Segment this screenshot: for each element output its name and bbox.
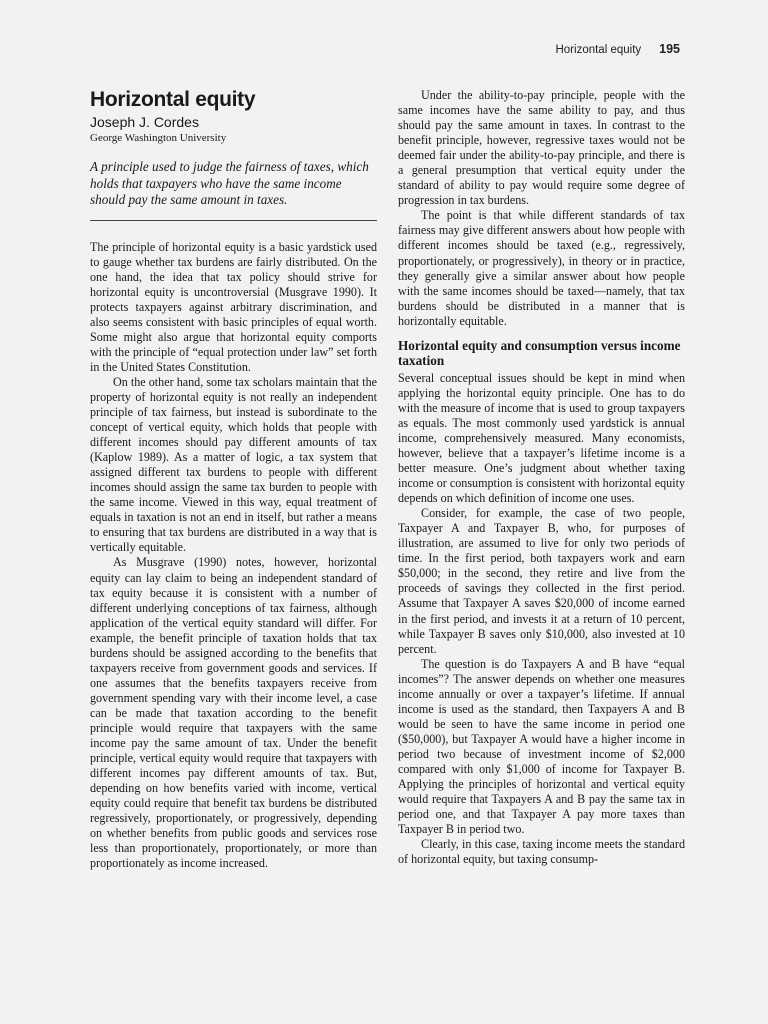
article-abstract: A principle used to judge the fairness of taxes, which holds that taxpayers who have the same income should pay the same amount in taxes. [90,159,377,221]
author-affiliation: George Washington University [90,132,227,144]
right-column [398,88,685,867]
paragraph: The principle of horizontal equity is a basic yardstick used to gauge whether tax burdens are fairly distributed. On the one hand, the idea that tax policy should strive for horizontal equity is uncontroversial (Musgrave 1990). It protects taxpayers against arbitrary discrimination, and also seems consistent with basic principles of equal worth. Some might also argue that horizontal equity comports with the principle of “equal protection under law” set forth in the United States Constitution. [90,239,377,374]
section-heading: Horizontal equity and consumption versus income taxation [398,337,681,369]
page-number: 195 [659,42,680,56]
paragraph: Several conceptual issues should be kept in mind when applying the horizontal equity principle. One has to do with the measure of income that is used to group taxpayers as equals. The most commonly used yardstick is annual income, comprehensively measured. Many economists, however, believe that a taxpayer’s lifetime income is a better measure. One’s judgment about whether taxing income or consumption is consistent with horizontal equity depends on which definition of income one uses. [398,370,685,506]
paragraph: The point is that while different standards of tax fairness may give different answers about how people with different incomes should be taxed (e.g., regressively, proportionately, or progressively), in theory or in practice, they generally give a similar answer about how people with the same incomes should be taxed—namely, that tax burdens should be distributed in a manner that is horizontally equitable. [398,208,685,328]
left-body [90,240,377,872]
paragraph: Under the ability-to-pay principle, people with the same incomes have the same ability to pay, and thus should pay the same amount in taxes. In contrast to the benefit principle, however, regressive taxes would not be deemed fair under the ability-to-pay principle, and there is a general presumption that vertical equity under the standard of ability to pay would require some degree of progression in tax burdens. [398,88,685,208]
running-header [555,42,680,56]
left-column [90,88,377,871]
article-title: Horizontal equity [90,88,256,111]
article-author: Joseph J. Cordes [90,114,199,130]
paragraph: Consider, for example, the case of two people, Taxpayer A and Taxpayer B, who, for purposes of illustration, are assumed to live for only two periods of time. In the first period, both taxpayers work and earn $50,000; in the second, they retire and live from the proceeds of savings they collected in the first period. Assume that Taxpayer A saves $20,000 of income earned in the first period, and invests it at a return of 10 percent, while Taxpayer B saves only $10,000, also invested at 10 percent. [398,506,685,656]
running-title: Horizontal equity [555,44,642,56]
paragraph: On the other hand, some tax scholars maintain that the property of horizontal equity is not really an independent principle of tax fairness, but instead is subordinate to the concept of vertical equity, which holds that people with different incomes should pay different amounts of tax (Kaplow 1989). As a matter of logic, a tax system that assigned different tax burdens to people with different incomes should assign the same tax burden to people with the same income. Viewed in this way, equal treatment of equals in taxation is not an end in itself, but rather a means to ensuring that tax burdens are distributed in a way that is vertically equitable. [90,374,377,555]
paragraph: Clearly, in this case, taxing income meets the standard of horizontal equity, but taxing consump- [398,837,685,867]
paragraph: The question is do Taxpayers A and B have “equal incomes”? The answer depends on whether one measures income annually or over a taxpayer’s lifetime. If annual income is used as the standard, then Taxpayers A and B would be seen to have the same income in period one ($50,000), but Taxpayer A would have a higher income in period two because of investment income of $2,000 compared with only $1,000 of income for Taxpayer B. Applying the principles of horizontal and vertical equity would require that Taxpayers A and B pay the same tax in period one, and that Taxpayer A pay more taxes than Taxpayer B in period two. [398,656,685,837]
paragraph: As Musgrave (1990) notes, however, horizontal equity can lay claim to being an independent standard of tax equity because it is consistent with a number of different underlying conceptions of tax fairness, although application of the vertical equity standard will differ. For example, the benefit principle of taxation holds that tax burdens should be assigned according to the benefits that taxpayers receive from government goods and services. If one assumes that the benefits taxpayers receive from government spending vary with their income level, a case can be made that taxation according to the benefit principle would require that taxpayers with the same income pay the same amount of tax. Under the benefit principle, vertical equity would require that taxpayers with different incomes pay different amounts of tax. But, depending on how benefits varied with income, vertical equity could require that benefit tax burdens be distributed regressively, proportionately, or progressively, depending on whether benefits from public goods and services rose less than proportionately, proportionately, or more than proportionately as income increased. [90,555,377,871]
